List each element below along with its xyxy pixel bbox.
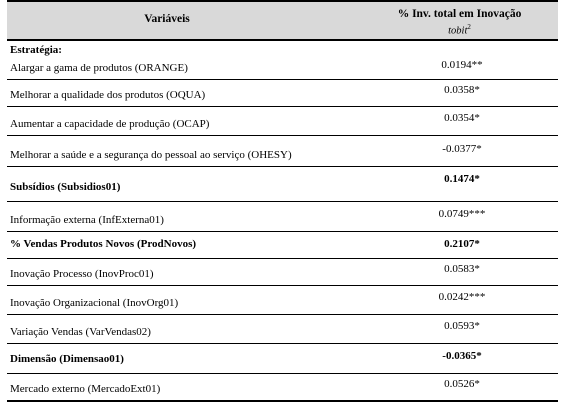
row-label: Alargar a gama de produtos (ORANGE) (10, 62, 188, 74)
table-row (7, 40, 558, 80)
row-label: Aumentar a capacidade de produção (OCAP) (10, 118, 210, 130)
row-label: Inovação Processo (InovProc01) (10, 268, 154, 280)
table-row (7, 344, 558, 374)
row-label: Inovação Organizacional (InovOrg01) (10, 297, 179, 309)
value-header-subtitle (372, 21, 547, 38)
row-label: Melhorar a qualidade dos produtos (OQUA) (10, 89, 206, 101)
subtitle-text: tobit (448, 25, 468, 37)
row-value: 0.0194** (441, 59, 483, 71)
table-row (7, 286, 558, 315)
row-value: 0.0358* (444, 84, 480, 96)
table-row (7, 167, 558, 202)
row-value: 0.1474* (444, 173, 480, 185)
table-row (7, 315, 558, 344)
subtitle-footnote-mark: 2 (467, 23, 471, 31)
row-label: Informação externa (InfExterna01) (10, 214, 164, 226)
row-label: Dimensão (Dimensao01) (10, 353, 124, 365)
row-value: 0.0242*** (438, 291, 486, 303)
table-header (7, 0, 558, 41)
row-value: -0.0365* (442, 350, 482, 362)
row-value: 0.0583* (444, 263, 480, 275)
table-row (7, 107, 558, 136)
section-title-estrategia: Estratégia: (10, 44, 62, 56)
value-header (372, 8, 547, 38)
variables-header: Variáveis (144, 13, 190, 25)
row-label: Mercado externo (MercadoExt01) (10, 383, 161, 395)
row-value: 0.0593* (444, 320, 480, 332)
row-label: Variação Vendas (VarVendas02) (10, 326, 151, 338)
row-value: 0.0749*** (438, 208, 486, 220)
row-label: Melhorar a saúde e a segurança do pessoal ao serviço (OHESY) (10, 149, 292, 161)
results-table (7, 0, 558, 395)
row-label: % Vendas Produtos Novos (ProdNovos) (10, 238, 197, 250)
table-row (7, 259, 558, 286)
value-header-title: % Inv. total em Inovação (397, 8, 522, 20)
table-row (7, 80, 558, 107)
row-label: Subsídios (Subsidios01) (10, 181, 121, 193)
row-value: 0.0526* (444, 378, 480, 390)
table-row (7, 374, 558, 402)
row-value: -0.0377* (442, 143, 482, 155)
row-value: 0.2107* (444, 238, 480, 250)
table-row (7, 136, 558, 167)
row-value: 0.0354* (444, 112, 480, 124)
table-row (7, 202, 558, 232)
table-row (7, 232, 558, 259)
